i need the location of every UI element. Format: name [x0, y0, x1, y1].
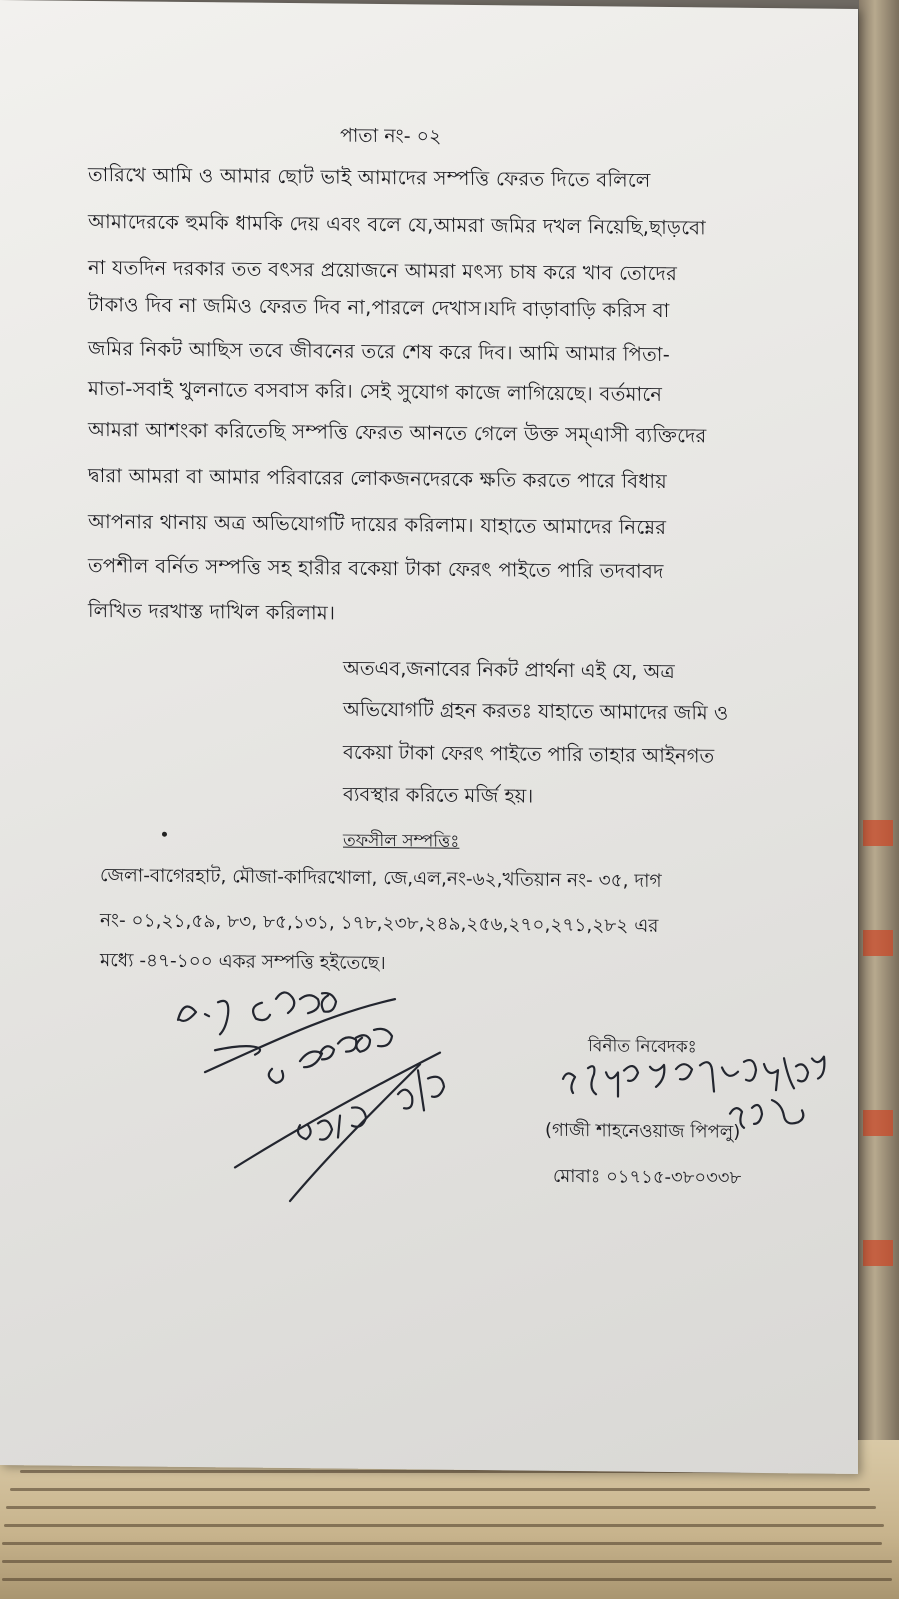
signatory-name: (গাজী শাহনেওয়াজ পিপলু)	[545, 1119, 741, 1143]
body-line: আপনার থানায় অত্র অভিযোগটি দায়ের করিলাম। যাহাতে আমাদের নিম্নের	[88, 509, 667, 539]
body-line: তারিখে আমি ও আমার ছোট ভাই আমাদের সম্পত্তি ফেরত দিতে বলিলে	[88, 162, 651, 192]
signature-header: বিনীত নিবেদকঃ	[588, 1036, 697, 1058]
prayer-line: অতএব,জনাবের নিকট প্রার্থনা এই যে, অত্র	[343, 656, 675, 684]
body-line: তপশীল বর্নিত সম্পত্তি সহ হারীর বকেয়া টাকা ফেরৎ পাইতে পারি তদবাবদ	[88, 553, 664, 583]
schedule-title: তফসীল সম্পত্তিঃ	[343, 830, 460, 852]
body-line: আমাদেরকে হুমকি ধামকি দেয় এবং বলে যে,আমরা জমির দখল নিয়েছি,ছাড়বো	[88, 209, 706, 240]
handwritten-figure-1	[178, 991, 336, 1035]
signature-scrawl	[563, 1054, 824, 1099]
body-line: জমির নিকট আছিস তবে জীবনের তরে শেষ করে দিব। আমি আমার পিতা-	[88, 336, 671, 367]
prayer-line: ব্যবস্থার করিতে মর্জি হয়।	[343, 782, 534, 808]
body-line: আমরা আশংকা করিতেছি সম্পত্তি ফেরত আনতে গেলে উক্ত সম্এাসী ব্যক্তিদের	[88, 417, 707, 448]
schedule-line: মধ্যে -৪৭-১০০ একর সম্পত্তি হইতেছে।	[100, 950, 386, 975]
body-line: দ্বারা আমরা বা আমার পরিবারের লোকজনদেরকে ক্ষতি করতে পারে বিধায়	[88, 463, 668, 493]
schedule-line: নং- ০১,২১,৫৯, ৮৩, ৮৫,১৩১, ১৭৮,২৩৮,২৪৯,২৫৬,২৭০,২৭১,২৮২ এর	[100, 910, 659, 937]
schedule-line: জেলা-বাগেরহাট, মৌজা-কাদিরখোলা, জে,এল,নং-৬২,খতিয়ান নং- ৩৫, দাগ	[100, 865, 662, 892]
prayer-line: বকেয়া টাকা ফেরৎ পাইতে পারি তাহার আইনগত	[343, 740, 715, 768]
signatory-mobile: মোবাঃ ০১৭১৫-৩৮০৩৩৮	[553, 1165, 742, 1189]
body-line: লিখিত দরখাস্ত দাখিল করিলাম।	[88, 598, 336, 625]
signature-tail	[730, 1100, 803, 1129]
prayer-line: অভিযোগটি গ্রহন করতঃ যাহাতে আমাদের জমি ও	[343, 697, 729, 725]
body-line: মাতা-সবাই খুলনাতে বসবাস করি। সেই সুযোগ কাজে লাগিয়েছে। বর্তমানে	[88, 376, 663, 406]
body-line: টাকাও দিব না জমিও ফেরত দিব না,পারলে দেখাস।যদি বাড়াবাড়ি করিস বা	[88, 292, 670, 323]
pen-stroke	[235, 1050, 440, 1169]
background-binder-strip	[859, 0, 899, 1440]
body-line: না যতদিন দরকার তত বৎসর প্রয়োজনে আমরা মৎস্য চাষ করে খাব তোদের	[88, 255, 678, 286]
page-number: পাতা নং- ০২	[340, 124, 442, 148]
handwritten-figure-3	[298, 1069, 444, 1141]
